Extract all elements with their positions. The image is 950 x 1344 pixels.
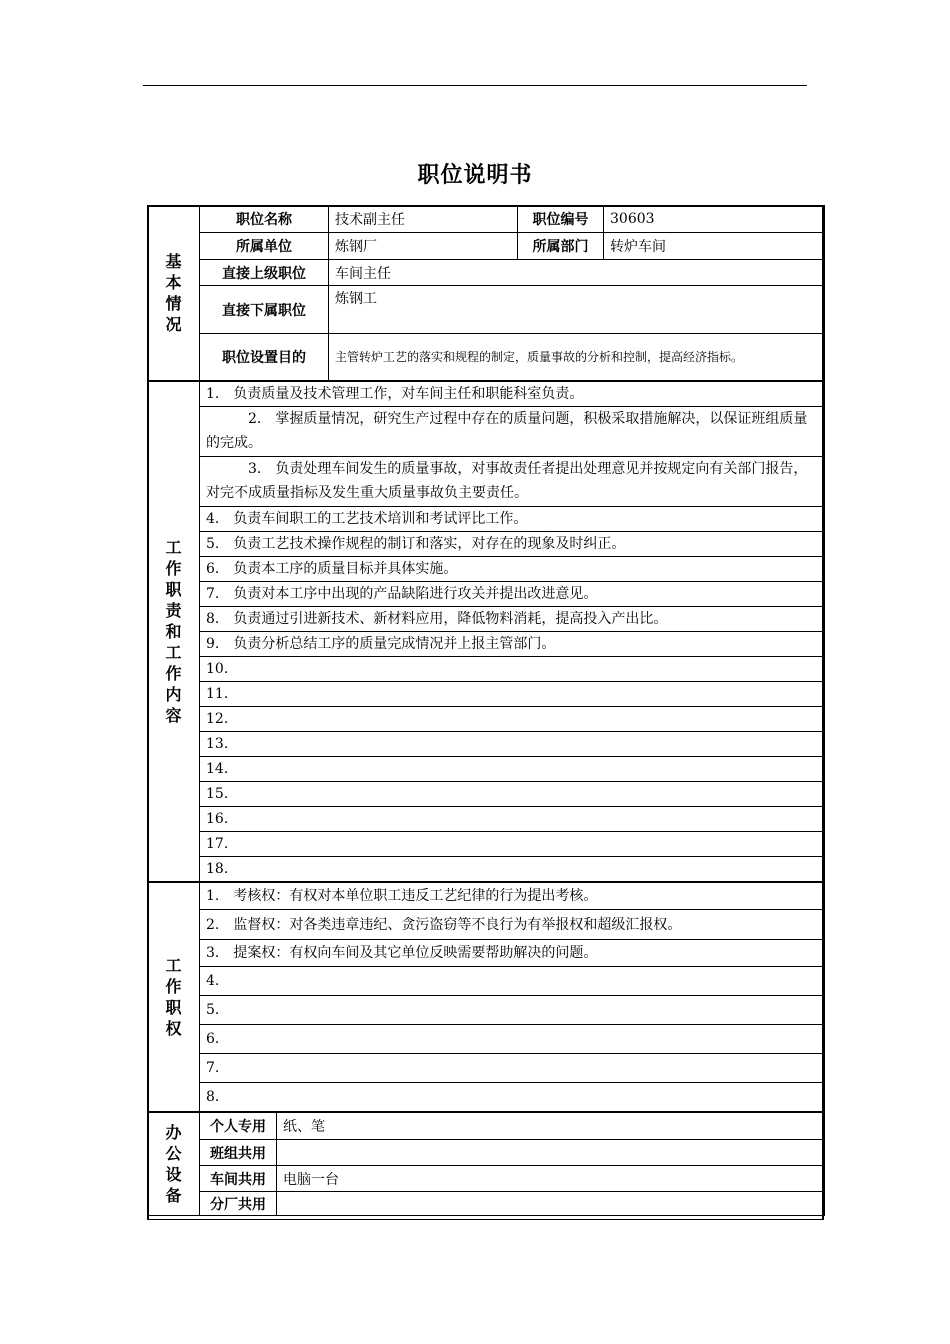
- subordinate-label: 直接下属职位: [200, 286, 329, 334]
- equipment-value: 电脑一台: [277, 1166, 825, 1192]
- duty-item: 9. 负责分析总结工序的质量完成情况并上报主管部门。: [200, 631, 825, 656]
- document-title: 职位说明书: [417, 163, 533, 188]
- duty-item: 18.: [200, 856, 825, 882]
- purpose-value: 主管转炉工艺的落实和规程的制定，质量事故的分析和控制，提高经济指标。: [329, 334, 825, 381]
- authority-item: 7.: [200, 1054, 825, 1083]
- duty-item: 7. 负责对本工序中出现的产品缺陷进行攻关并提出改进意见。: [200, 581, 825, 606]
- section-authority-label: 工 作 职 权: [148, 882, 200, 1112]
- duty-item: 4. 负责车间职工的工艺技术培训和考试评比工作。: [200, 506, 825, 531]
- authority-item: 3. 提案权：有权向车间及其它单位反映需要帮助解决的问题。: [200, 940, 825, 967]
- unit-value: 炼钢厂: [329, 233, 518, 260]
- duty-item: 1. 负责质量及技术管理工作，对车间主任和职能科室负责。: [200, 381, 825, 407]
- position-name-value: 技术副主任: [329, 206, 518, 233]
- duty-item: 14.: [200, 756, 825, 781]
- duty-item: 11.: [200, 681, 825, 706]
- job-description-form: [147, 205, 825, 1216]
- duty-item: 10.: [200, 656, 825, 681]
- equipment-label: 车间共用: [200, 1166, 277, 1192]
- duty-item: 6. 负责本工序的质量目标并具体实施。: [200, 556, 825, 581]
- section-basic-label: 基 本 情 况: [148, 206, 200, 381]
- authority-item: 5.: [200, 996, 825, 1025]
- equipment-value: [277, 1192, 825, 1216]
- equipment-value: [277, 1140, 825, 1166]
- duty-item: 15.: [200, 781, 825, 806]
- unit-label: 所属单位: [200, 233, 329, 260]
- section-equipment-label: 办 公 设 备: [148, 1112, 200, 1216]
- authority-item: 1. 考核权：有权对本单位职工违反工艺纪律的行为提出考核。: [200, 882, 825, 910]
- equipment-label: 分厂共用: [200, 1192, 277, 1216]
- subordinate-value: 炼钢工: [329, 286, 825, 334]
- duty-item: 13.: [200, 731, 825, 756]
- duty-item: 16.: [200, 806, 825, 831]
- dept-value: 转炉车间: [604, 233, 825, 260]
- superior-value: 车间主任: [329, 260, 825, 286]
- duty-item: 12.: [200, 706, 825, 731]
- position-name-label: 职位名称: [200, 206, 329, 233]
- purpose-label: 职位设置目的: [200, 334, 329, 381]
- position-no-label: 职位编号: [518, 206, 604, 233]
- dept-label: 所属部门: [518, 233, 604, 260]
- header-rule: [143, 85, 807, 86]
- duty-item: 2. 掌握质量情况，研究生产过程中存在的质量问题，积极采取措施解决，以保证班组质量的完成。: [200, 406, 825, 456]
- authority-item: 2. 监督权：对各类违章违纪、贪污盗窃等不良行为有举报权和超级汇报权。: [200, 910, 825, 940]
- position-no-value: 30603: [604, 206, 825, 233]
- section-duties-label: 工 作 职 责 和 工 作 内 容: [148, 381, 200, 882]
- equipment-label: 个人专用: [200, 1112, 277, 1140]
- equipment-value: 纸、笔: [277, 1112, 825, 1140]
- authority-item: 6.: [200, 1025, 825, 1054]
- superior-label: 直接上级职位: [200, 260, 329, 286]
- duty-item: 17.: [200, 831, 825, 856]
- equipment-label: 班组共用: [200, 1140, 277, 1166]
- authority-item: 8.: [200, 1083, 825, 1112]
- authority-item: 4.: [200, 967, 825, 996]
- duty-item: 8. 负责通过引进新技术、新材料应用，降低物料消耗，提高投入产出比。: [200, 606, 825, 631]
- duty-item: 3. 负责处理车间发生的质量事故，对事故责任者提出处理意见并按规定向有关部门报告，对完不成质量指标及发生重大质量事故负主要责任。: [200, 456, 825, 506]
- duty-item: 5. 负责工艺技术操作规程的制订和落实，对存在的现象及时纠正。: [200, 531, 825, 556]
